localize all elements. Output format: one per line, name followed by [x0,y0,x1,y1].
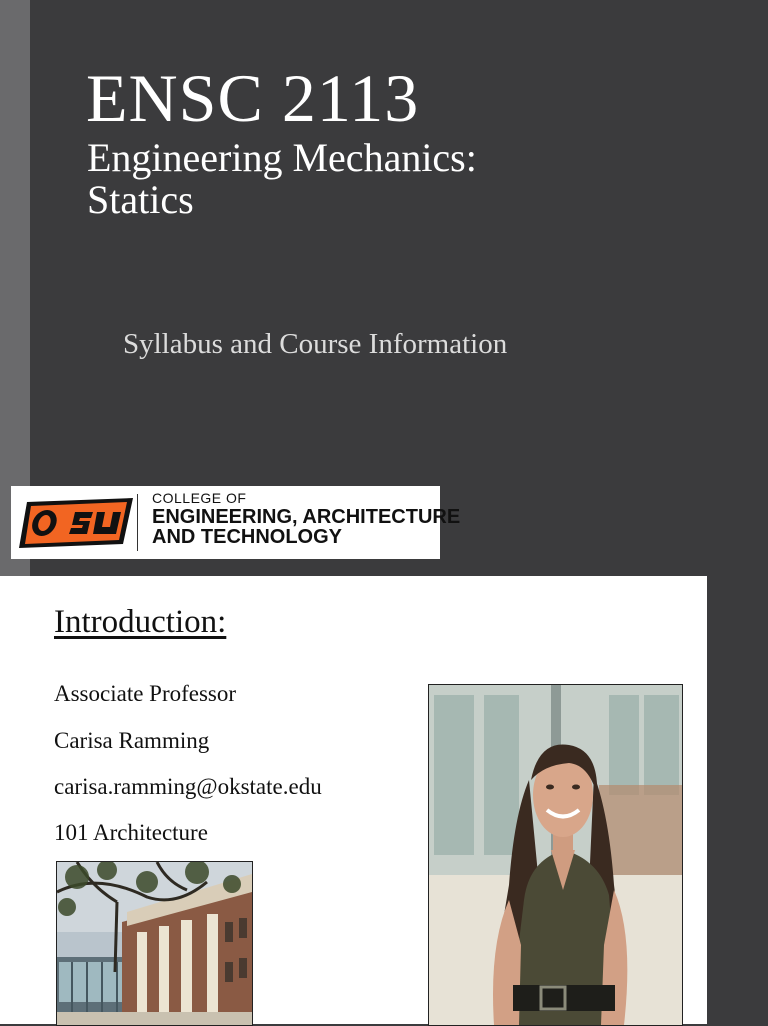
course-code: ENSC 2113 [86,60,420,136]
college-logo [11,486,461,559]
course-title-line-1: Engineering Mechanics: [87,135,477,180]
course-title-line-2: Statics [87,177,194,222]
logo-college-name-line-1: ENGINEERING, ARCHITECTURE [152,506,461,528]
course-title [87,137,607,221]
building-photo [56,861,253,1026]
instructor-email: carisa.ramming@okstate.edu [54,774,322,799]
instructor-name: Carisa Ramming [54,728,210,753]
instructor-role: Associate Professor [54,681,237,706]
instructor-office: 101 Architecture [54,820,208,845]
logo-college-of: COLLEGE OF [152,490,247,506]
introduction-slide [0,576,707,1024]
introduction-heading: Introduction: [54,604,227,640]
osu-logo-icon [17,492,135,552]
instructor-portrait-photo [428,684,683,1026]
slide-subtitle: Syllabus and Course Information [123,328,508,360]
logo-college-name-line-2: AND TECHNOLOGY [152,526,342,548]
logo-divider [137,494,138,551]
